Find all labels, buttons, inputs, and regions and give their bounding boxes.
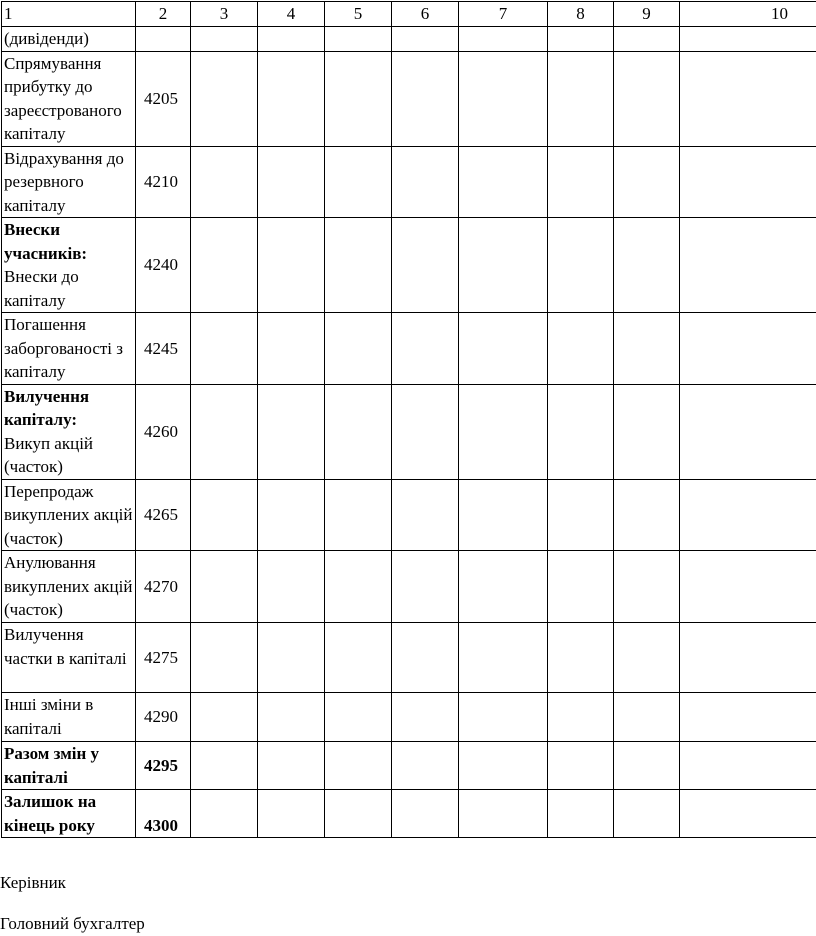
- row-code: 4205: [136, 51, 191, 146]
- row-code: 4275: [136, 623, 191, 693]
- column-header: 8: [548, 2, 614, 27]
- value-cell: [191, 551, 258, 623]
- row-label-text: (дивіденди): [4, 29, 89, 48]
- value-cell: [258, 384, 325, 479]
- value-cell: [392, 146, 459, 218]
- value-cell: [548, 551, 614, 623]
- table-row: [2, 384, 816, 479]
- value-cell: [548, 313, 614, 385]
- row-label-bold: Вилучення капіталу:: [4, 386, 90, 429]
- value-cell: [392, 551, 459, 623]
- row-code: 4290: [136, 693, 191, 742]
- value-cell: [191, 790, 258, 838]
- value-cell: [258, 218, 325, 313]
- value-cell: [191, 218, 258, 313]
- row-code: 4270: [136, 551, 191, 623]
- value-cell: [392, 27, 459, 52]
- value-cell: [325, 313, 392, 385]
- value-cell: [680, 742, 816, 790]
- director-signature-label: Керівник: [0, 873, 66, 892]
- value-cell: [392, 742, 459, 790]
- value-cell: [459, 27, 548, 52]
- value-cell: [459, 790, 548, 838]
- value-cell: [614, 623, 680, 693]
- table-row: [2, 790, 816, 838]
- value-cell: [614, 146, 680, 218]
- row-code: 4265: [136, 479, 191, 551]
- row-label: [2, 218, 136, 313]
- value-cell: [614, 313, 680, 385]
- value-cell: [614, 479, 680, 551]
- column-header: 4: [258, 2, 325, 27]
- row-code: [136, 27, 191, 52]
- row-label: [2, 27, 136, 52]
- value-cell: [548, 790, 614, 838]
- row-label: [2, 479, 136, 551]
- value-cell: [325, 384, 392, 479]
- value-cell: [191, 623, 258, 693]
- value-cell: [459, 146, 548, 218]
- row-label: [2, 313, 136, 385]
- column-header: 1: [2, 2, 136, 27]
- value-cell: [392, 479, 459, 551]
- value-cell: [325, 742, 392, 790]
- value-cell: [548, 693, 614, 742]
- value-cell: [258, 693, 325, 742]
- value-cell: [258, 27, 325, 52]
- value-cell: [459, 479, 548, 551]
- value-cell: [680, 693, 816, 742]
- row-code: 4260: [136, 384, 191, 479]
- value-cell: [191, 313, 258, 385]
- value-cell: [680, 146, 816, 218]
- value-cell: [258, 146, 325, 218]
- value-cell: [325, 146, 392, 218]
- row-label-text: Погашення заборгованості з капіталу: [4, 315, 123, 381]
- value-cell: [680, 479, 816, 551]
- row-code: 4295: [136, 742, 191, 790]
- value-cell: [459, 51, 548, 146]
- value-cell: [325, 623, 392, 693]
- value-cell: [258, 623, 325, 693]
- value-cell: [325, 551, 392, 623]
- row-label: [2, 146, 136, 218]
- value-cell: [258, 51, 325, 146]
- value-cell: [459, 742, 548, 790]
- value-cell: [614, 27, 680, 52]
- table-row: [2, 27, 816, 52]
- table-row: [2, 623, 816, 693]
- value-cell: [614, 742, 680, 790]
- value-cell: [680, 218, 816, 313]
- value-cell: [258, 742, 325, 790]
- value-cell: [392, 693, 459, 742]
- value-cell: [191, 693, 258, 742]
- row-label-text: Інші зміни в капіталі: [4, 695, 94, 738]
- value-cell: [680, 623, 816, 693]
- value-cell: [459, 551, 548, 623]
- row-label-text: Вилучення частки в капіталі: [4, 625, 127, 668]
- table-row: [2, 51, 816, 146]
- value-cell: [548, 384, 614, 479]
- value-cell: [258, 313, 325, 385]
- value-cell: [325, 790, 392, 838]
- value-cell: [548, 146, 614, 218]
- value-cell: [392, 384, 459, 479]
- row-label: [2, 51, 136, 146]
- row-code: 4300: [136, 790, 191, 838]
- value-cell: [459, 313, 548, 385]
- value-cell: [548, 27, 614, 52]
- value-cell: [258, 551, 325, 623]
- value-cell: [614, 218, 680, 313]
- value-cell: [191, 479, 258, 551]
- table-row: [2, 551, 816, 623]
- value-cell: [614, 384, 680, 479]
- table-row: [2, 693, 816, 742]
- column-header: 7: [459, 2, 548, 27]
- row-label-text: Перепродаж викуплених акцій (часток): [4, 481, 133, 548]
- column-header: 5: [325, 2, 392, 27]
- value-cell: [614, 51, 680, 146]
- column-header: 9: [614, 2, 680, 27]
- capital-changes-table: [1, 1, 816, 838]
- value-cell: [459, 218, 548, 313]
- value-cell: [548, 623, 614, 693]
- value-cell: [614, 551, 680, 623]
- row-label: [2, 384, 136, 479]
- value-cell: [680, 790, 816, 838]
- accountant-signature-label: Головний бухгалтер: [0, 914, 145, 933]
- value-cell: [191, 27, 258, 52]
- table-row: [2, 313, 816, 385]
- value-cell: [325, 693, 392, 742]
- row-label: [2, 693, 136, 742]
- column-header: 6: [392, 2, 459, 27]
- value-cell: [548, 479, 614, 551]
- row-label-bold: Разом змін у капіталі: [4, 744, 100, 787]
- value-cell: [392, 218, 459, 313]
- value-cell: [325, 51, 392, 146]
- row-label-bold: Залишок на кінець року: [4, 792, 97, 835]
- row-label: [2, 551, 136, 623]
- value-cell: [325, 479, 392, 551]
- value-cell: [191, 146, 258, 218]
- row-label-text: Відрахування до резервного капіталу: [4, 148, 124, 215]
- value-cell: [680, 384, 816, 479]
- value-cell: [548, 742, 614, 790]
- table-row: [2, 479, 816, 551]
- table-row: [2, 218, 816, 313]
- value-cell: [392, 790, 459, 838]
- value-cell: [459, 623, 548, 693]
- row-label: [2, 790, 136, 838]
- value-cell: [392, 313, 459, 385]
- value-cell: [258, 790, 325, 838]
- value-cell: [191, 384, 258, 479]
- value-cell: [680, 313, 816, 385]
- value-cell: [191, 51, 258, 146]
- value-cell: [325, 27, 392, 52]
- value-cell: [614, 790, 680, 838]
- value-cell: [459, 384, 548, 479]
- table-row: [2, 742, 816, 790]
- row-label-text: Внески до капіталу: [4, 267, 79, 310]
- value-cell: [614, 693, 680, 742]
- value-cell: [459, 693, 548, 742]
- row-label: [2, 623, 136, 693]
- row-label-bold: Внески учасників:: [4, 220, 88, 263]
- row-label: [2, 742, 136, 790]
- value-cell: [680, 27, 816, 52]
- value-cell: [680, 51, 816, 146]
- value-cell: [680, 551, 816, 623]
- value-cell: [392, 623, 459, 693]
- value-cell: [325, 218, 392, 313]
- row-code: 4240: [136, 218, 191, 313]
- column-header: 2: [136, 2, 191, 27]
- row-label-text: Спрямування прибутку до зареєстрованого капіталу: [4, 53, 122, 143]
- table-row: [2, 146, 816, 218]
- value-cell: [548, 51, 614, 146]
- row-code: 4245: [136, 313, 191, 385]
- column-header: 3: [191, 2, 258, 27]
- table-header-row: [2, 2, 816, 27]
- value-cell: [548, 218, 614, 313]
- row-label-text: Анулювання викуплених акцій (часток): [4, 553, 133, 619]
- row-label-text: Викуп акцій (часток): [4, 433, 94, 476]
- value-cell: [258, 479, 325, 551]
- value-cell: [191, 742, 258, 790]
- column-header: 10: [680, 2, 816, 27]
- row-code: 4210: [136, 146, 191, 218]
- value-cell: [392, 51, 459, 146]
